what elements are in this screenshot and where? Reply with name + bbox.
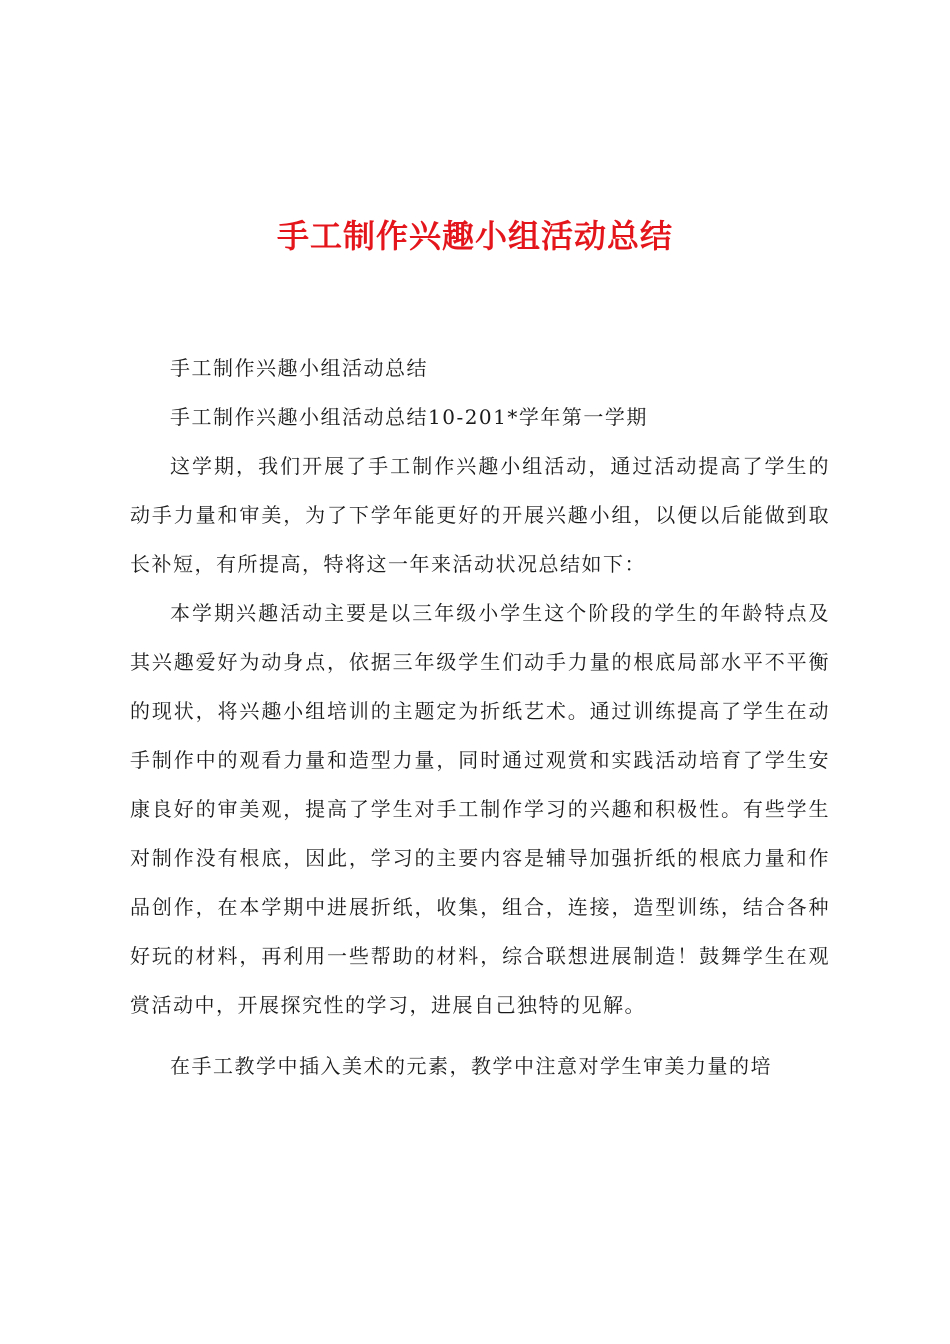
paragraph-term: 手工制作兴趣小组活动总结10-201*学年第一学期 bbox=[170, 405, 648, 429]
paragraph-heading-repeat: 手工制作兴趣小组活动总结 bbox=[170, 356, 428, 380]
document-title: 手工制作兴趣小组活动总结 bbox=[276, 217, 673, 255]
paragraph-teaching: 在手工教学中插入美术的元素，教学中注意对学生审美力量的培 bbox=[170, 1054, 772, 1078]
paragraph-intro: 这学期，我们开展了手工制作兴趣小组活动，通过活动提高了学生的动手力量和审美，为了下学年能更好的开展兴趣小组，以便以后能做到取长补短，有所提高，特将这一年来活动状况总结如下： bbox=[130, 454, 830, 576]
paragraph-main: 本学期兴趣活动主要是以三年级小学生这个阶段的学生的年龄特点及其兴趣爱好为动身点，依据三年级学生们动手力量的根底局部水平不平衡的现状，将兴趣小组培训的主题定为折纸艺术。通过训练提高了学生在动手制作中的观看力量和造型力量，同时通过观赏和实践活动培育了学生安康良好的审美观，提高了学生对手工制作学习的兴趣和积极性。有些学生对制作没有根底，因此，学习的主要内容是辅导加强折纸的根底力量和作品创作，在本学期中进展折纸，收集，组合，连接，造型训练，结合各种好玩的材料，再利用一些帮助的材料，综合联想进展制造！鼓舞学生在观赏活动中，开展探究性的学习，进展自己独特的见解。 bbox=[130, 601, 830, 1017]
document-body bbox=[130, 344, 830, 1091]
